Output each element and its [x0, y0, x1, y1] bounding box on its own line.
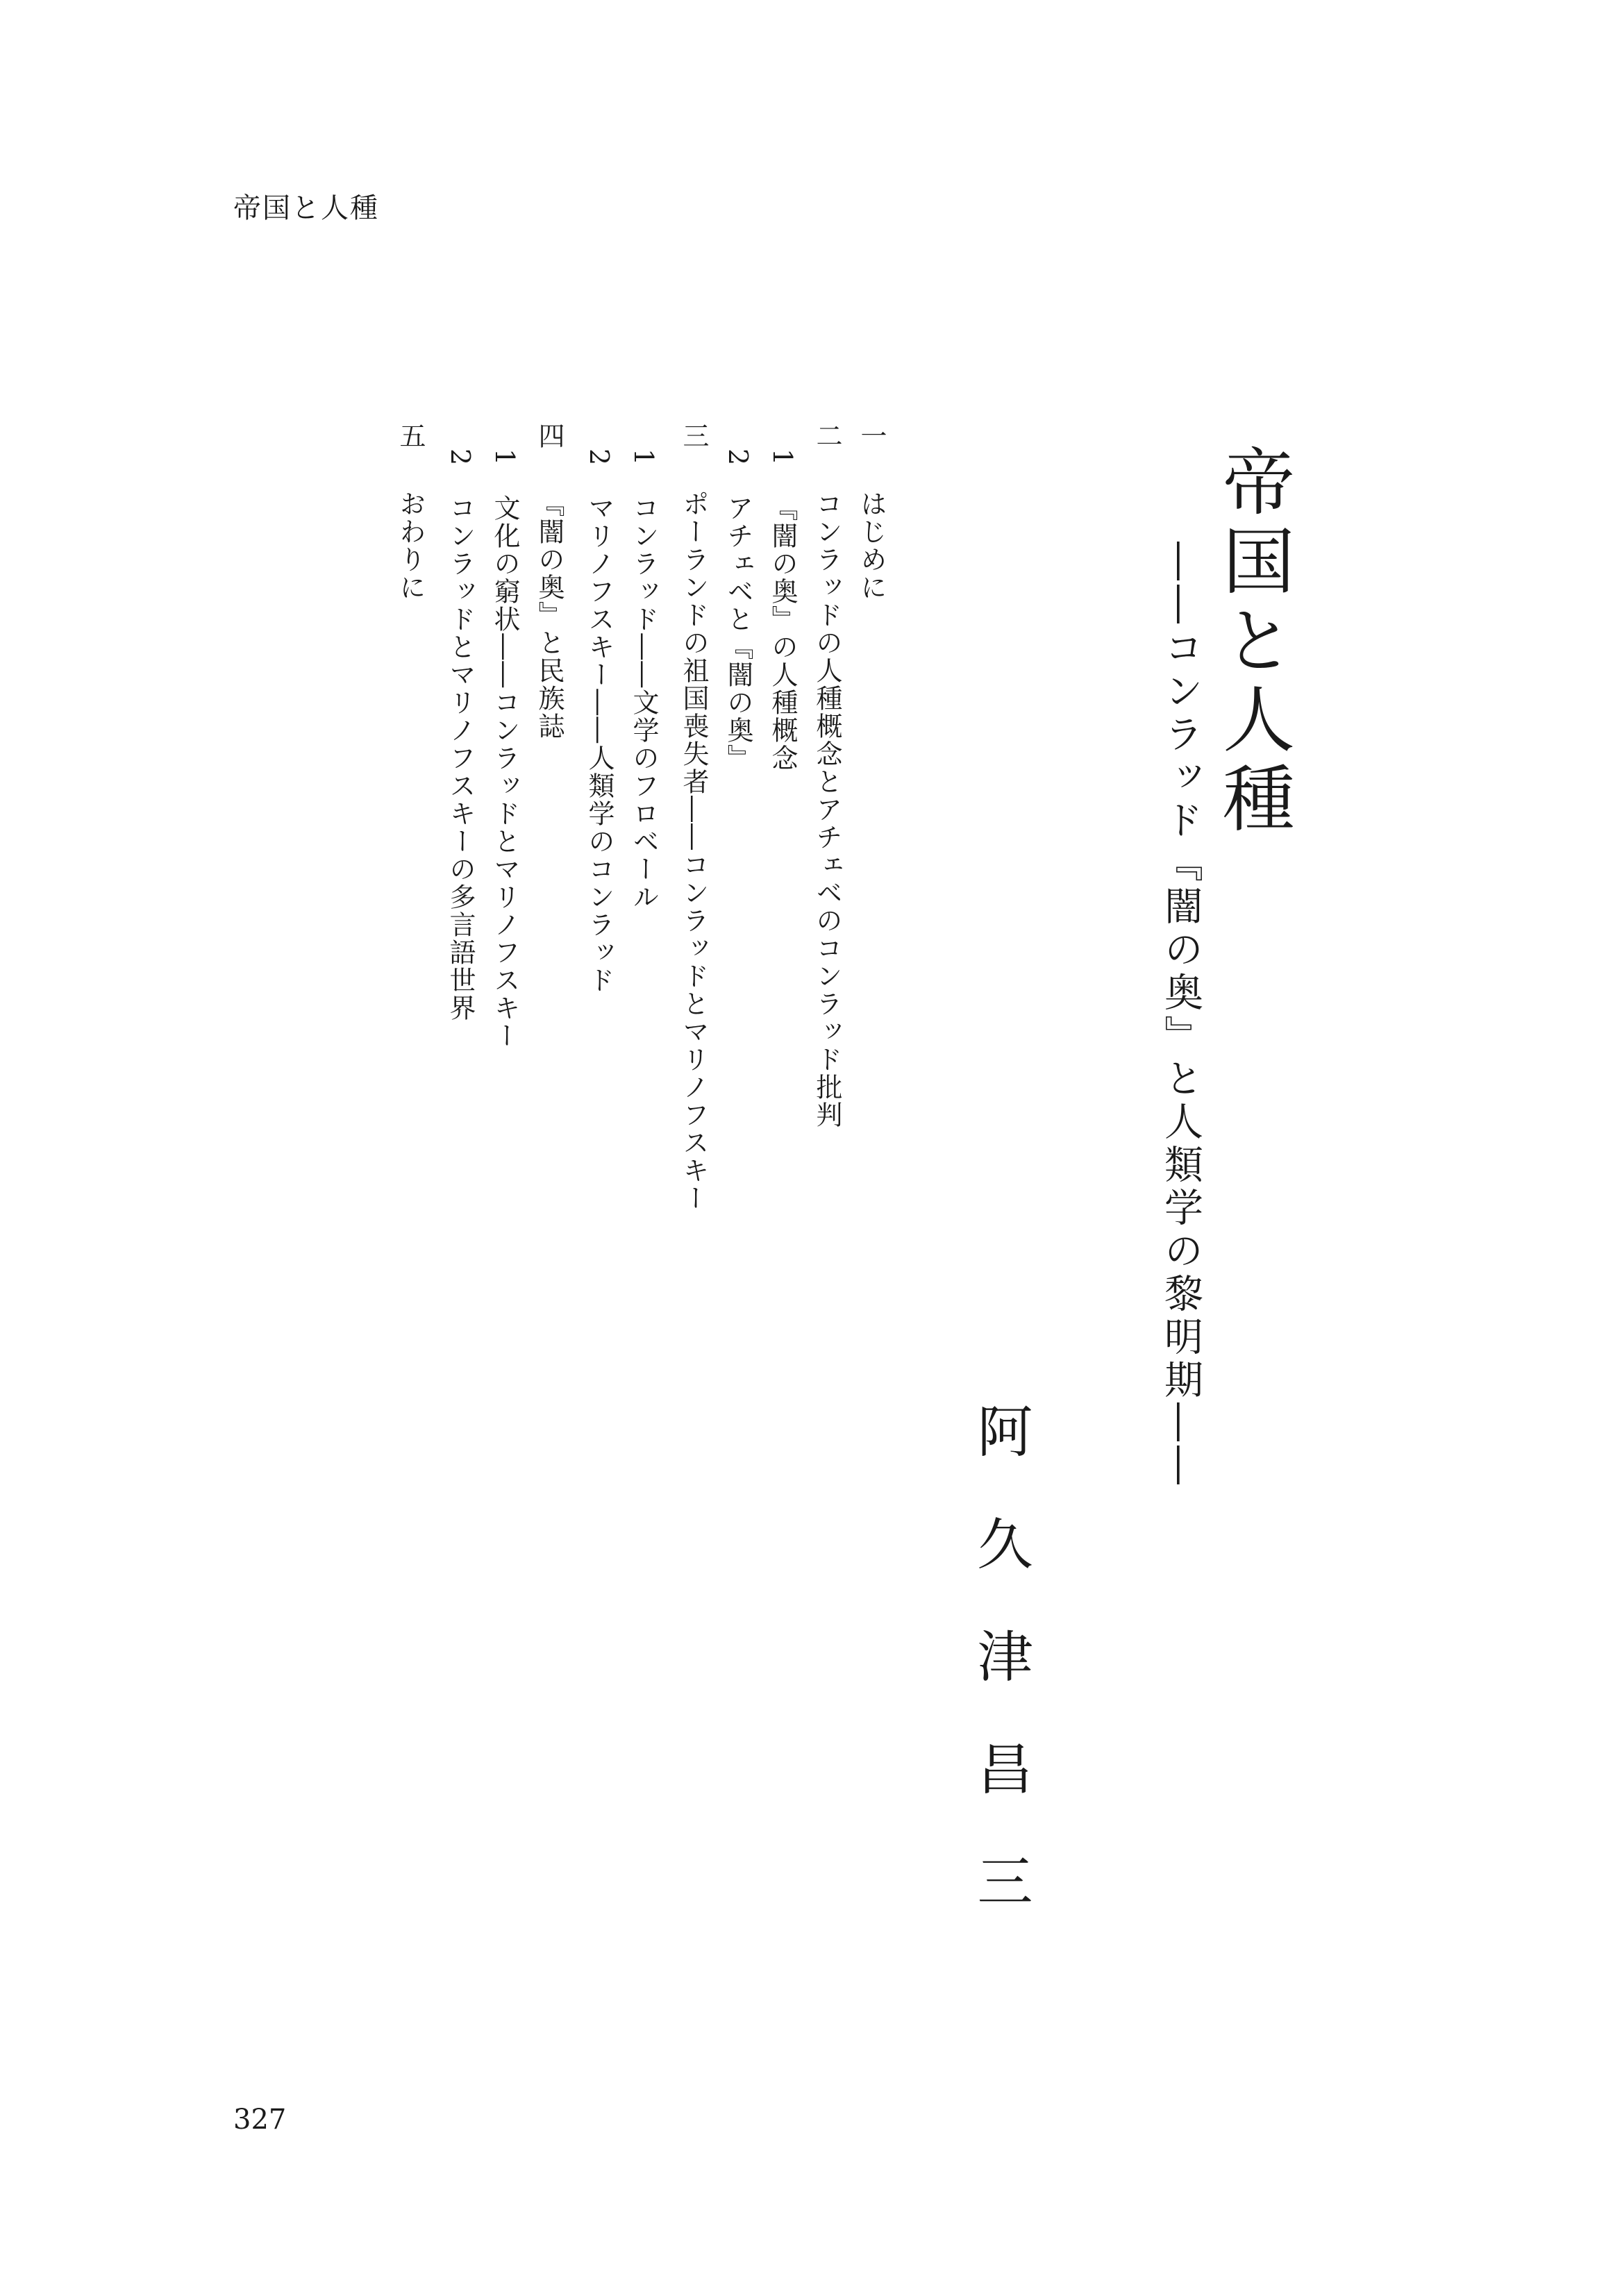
- toc-entry: [397, 422, 424, 601]
- author-name: 阿久津昌三: [968, 1402, 1032, 1965]
- article-subtitle: ――コンラッド『闇の奥』と人類学の黎明期――: [1158, 542, 1203, 1489]
- toc-entry: [725, 422, 751, 772]
- toc-entry-text: マリノフスキー――人類学のコンラッド: [584, 494, 614, 995]
- toc-entry-text: 文化の窮状――コンラッドとマリノフスキー: [490, 494, 520, 1050]
- toc-entry-text: 『闇の奥』の人種概念: [767, 494, 798, 773]
- toc-entry-text: はじめに: [856, 490, 887, 601]
- running-head: 帝国と人種: [233, 192, 379, 224]
- toc-entry: [447, 422, 474, 1022]
- toc-entry-text: アチェベと『闇の奥』: [723, 494, 753, 773]
- page-number: 327: [233, 2104, 287, 2136]
- toc-entry-text: コンラッドとマリノフスキーの多言語世界: [445, 494, 476, 1023]
- toc-entry: [492, 422, 518, 1050]
- toc-entry: [586, 422, 612, 994]
- toc-entry-number: 1: [490, 449, 520, 467]
- toc-entry: [534, 422, 565, 740]
- article-title: 帝国と人種: [1210, 444, 1295, 840]
- toc-entry-number: 二: [812, 422, 842, 450]
- toc-entry-number: 1: [628, 449, 659, 467]
- toc-entry-text: おわりに: [395, 490, 426, 601]
- toc-entry-text: 『闇の奥』と民族誌: [534, 490, 565, 740]
- toc-entry-number: 三: [678, 422, 709, 450]
- toc-entry-text: ポーランドの祖国喪失者――コンラッドとマリノフスキー: [678, 490, 709, 1212]
- toc-entry-number: 1: [767, 449, 798, 467]
- toc-entry: [769, 422, 796, 772]
- toc-entry-text: コンラッド――文学のフロベール: [628, 494, 659, 912]
- toc-entry-number: 2: [584, 449, 614, 467]
- toc-entry-number: 四: [534, 422, 565, 450]
- toc-entry: [814, 422, 840, 1129]
- toc-entry: [858, 422, 885, 601]
- toc-entry-number: 一: [856, 422, 887, 450]
- toc-entry: [680, 422, 707, 1212]
- toc-entry-text: コンラッドの人種概念とアチェベのコンラッド批判: [812, 490, 842, 1129]
- toc-entry-number: 2: [445, 449, 476, 467]
- toc-entry-number: 2: [723, 449, 753, 467]
- toc-entry: [630, 422, 657, 911]
- toc-entry-number: 五: [395, 422, 426, 450]
